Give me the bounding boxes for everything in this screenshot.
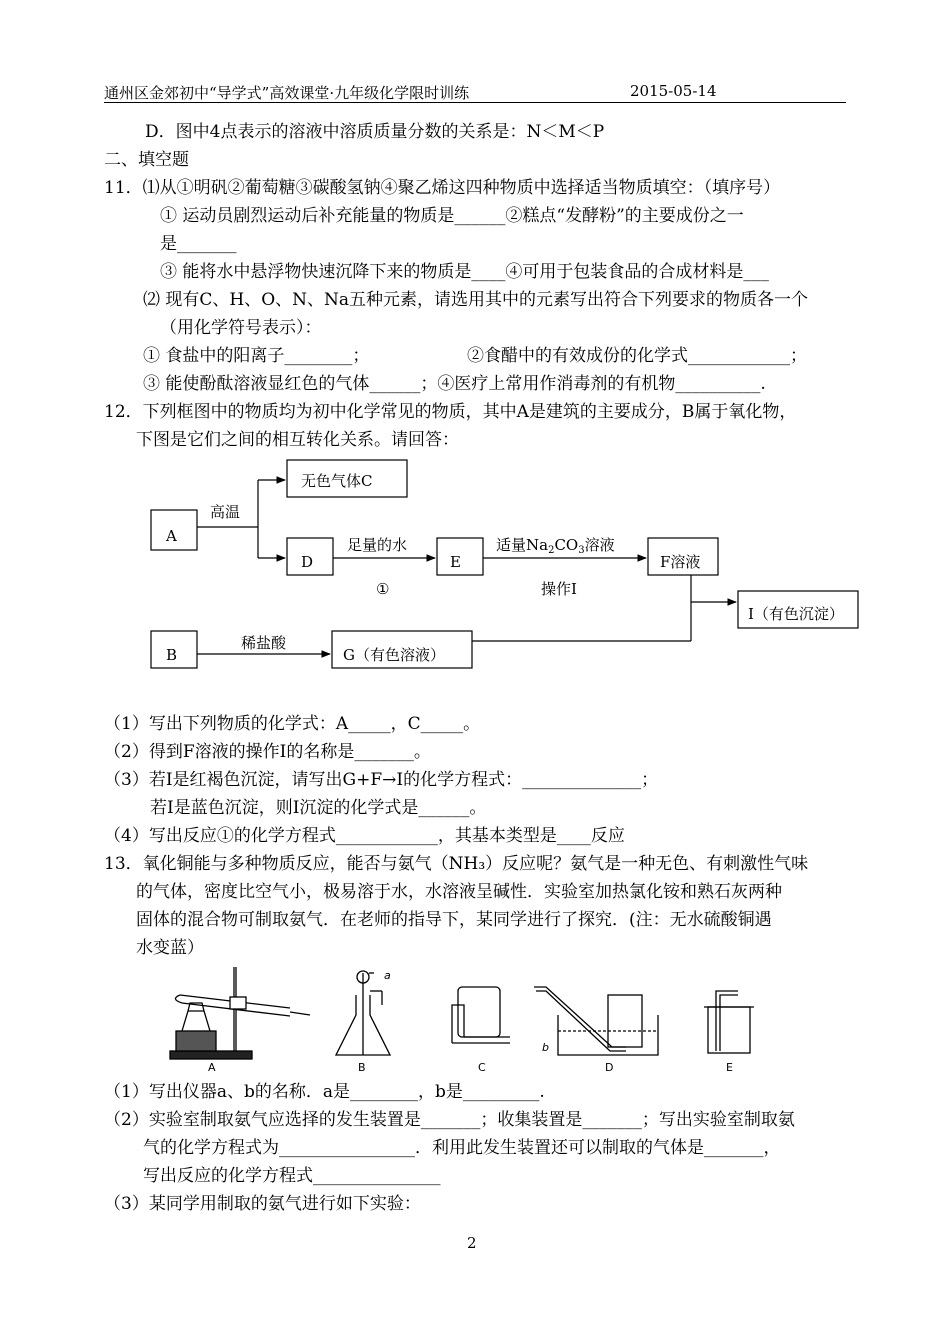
text-line: ③ 能使酚酞溶液显红色的气体______；④医疗上常用作消毒剂的有机物__________. [143, 374, 766, 394]
text-line: ① 运动员剧烈运动后补充能量的物质是______②糕点“发酵粉”的主要成份之一 [160, 206, 744, 226]
text-line: 12．下列框图中的物质均为初中化学常见的物质，其中A是建筑的主要成分，B属于氧化物， [104, 402, 797, 422]
text-line: 固体的混合物可制取氨气．在老师的指导下，某同学进行了探究．(注：无水硫酸铜遇 [136, 910, 772, 930]
text-line: （1）写出仪器a、b的名称．a是________，b是_________. [104, 1082, 545, 1102]
text-line: 二、填空题 [104, 150, 189, 170]
text-line: ③ 能将水中悬浮物快速沉降下来的物质是____④可用于包装食品的合成材料是___ [160, 262, 769, 282]
text-line: （4）写出反应①的化学方程式____________，其基本类型是____反应 [104, 826, 625, 846]
label-na2co3: 适量$Na_2CO_3$溶液 [496, 536, 615, 556]
node-G: G（有色溶液） [343, 646, 445, 664]
apparatus-c-gas-bottle [452, 987, 510, 1043]
apparatus-label-c: C [478, 1061, 486, 1074]
text-line: 的气体，密度比空气小，极易溶于水，水溶液呈碱性．实验室加热氯化铵和熟石灰两种 [136, 882, 782, 902]
text-line: 13．氧化铜能与多种物质反应，能否与氨气（NH₃）反应呢？氨气是一种无色、有刺激性气味 [104, 854, 809, 874]
page-header [104, 82, 846, 103]
text-line: （用化学符号表示）： [160, 318, 322, 338]
text-line: ②食醋中的有效成份的化学式____________； [467, 346, 807, 366]
apparatus-a-heating-setup [170, 967, 310, 1059]
text-line: 11．⑴从①明矾②葡萄糖③碳酸氢钠④聚乙烯这四种物质中选择适当物质填空：（填序号） [104, 178, 781, 198]
apparatus-label-d: D [605, 1061, 614, 1074]
node-A: A [166, 527, 177, 545]
node-B: B [166, 646, 178, 664]
label-reaction-1: ① [376, 580, 390, 598]
apparatus-label-e: E [726, 1061, 733, 1074]
header-title: 通州区金郊初中“导学式”高效课堂·九年级化学限时训练 [104, 84, 470, 102]
text-line: （2）实验室制取氨气应选择的发生装置是_______；收集装置是_______；写出实验室制取氨 [104, 1110, 795, 1130]
text-line: 写出反应的化学方程式_______________ [143, 1166, 441, 1186]
instrument-b-label: b [542, 1041, 549, 1054]
text-line: 若I是蓝色沉淀，则I沉淀的化学式是______。 [150, 798, 487, 818]
label-hcl: 稀盐酸 [241, 634, 287, 652]
label-gaowen: 高温 [210, 503, 241, 521]
label-water: 足量的水 [347, 536, 408, 554]
page-number: 2 [467, 1234, 477, 1252]
text-line: D．图中4点表示的溶液中溶质质量分数的关系是：N＜M＜P [145, 122, 605, 142]
node-F: F溶液 [660, 553, 701, 571]
header-date: 2015-05-14 [630, 82, 717, 100]
apparatus-e-collection-jar [704, 991, 754, 1053]
apparatus-d-water-trough [534, 987, 658, 1055]
node-I: I（有色沉淀） [748, 605, 844, 623]
node-E: E [450, 553, 461, 571]
text-line: 气的化学方程式为________________．利用此发生装置还可以制取的气体是_______， [143, 1138, 781, 1158]
apparatus-label-b: B [358, 1061, 366, 1074]
text-line: ① 食盐中的阳离子________； [143, 346, 370, 366]
apparatus-figure [160, 965, 780, 1075]
text-line: （3）某同学用制取的氨气进行如下实验： [104, 1194, 421, 1214]
text-line: （3）若I是红褐色沉淀，请写出G+F→I的化学方程式：______________； [104, 770, 659, 790]
text-line: 下图是它们之间的相互转化关系。请回答： [136, 430, 459, 450]
text-line: ⑵ 现有C、H、O、N、Na五种元素，请选用其中的元素写出符合下列要求的物质各一个 [143, 290, 809, 310]
text-line: （2）得到F溶液的操作I的名称是_______。 [104, 742, 431, 762]
node-D: D [301, 553, 314, 571]
node-C: 无色气体C [301, 472, 373, 490]
apparatus-b-flask-funnel [336, 971, 390, 1055]
text-line: 是_______ [160, 234, 237, 254]
text-line: 水变蓝） [136, 938, 204, 958]
label-operation-i: 操作I [541, 580, 577, 598]
conversion-flowchart [140, 455, 870, 680]
apparatus-label-a: A [208, 1061, 216, 1074]
instrument-a-label: a [384, 969, 391, 982]
text-line: （1）写出下列物质的化学式：A_____，C_____。 [104, 714, 481, 734]
